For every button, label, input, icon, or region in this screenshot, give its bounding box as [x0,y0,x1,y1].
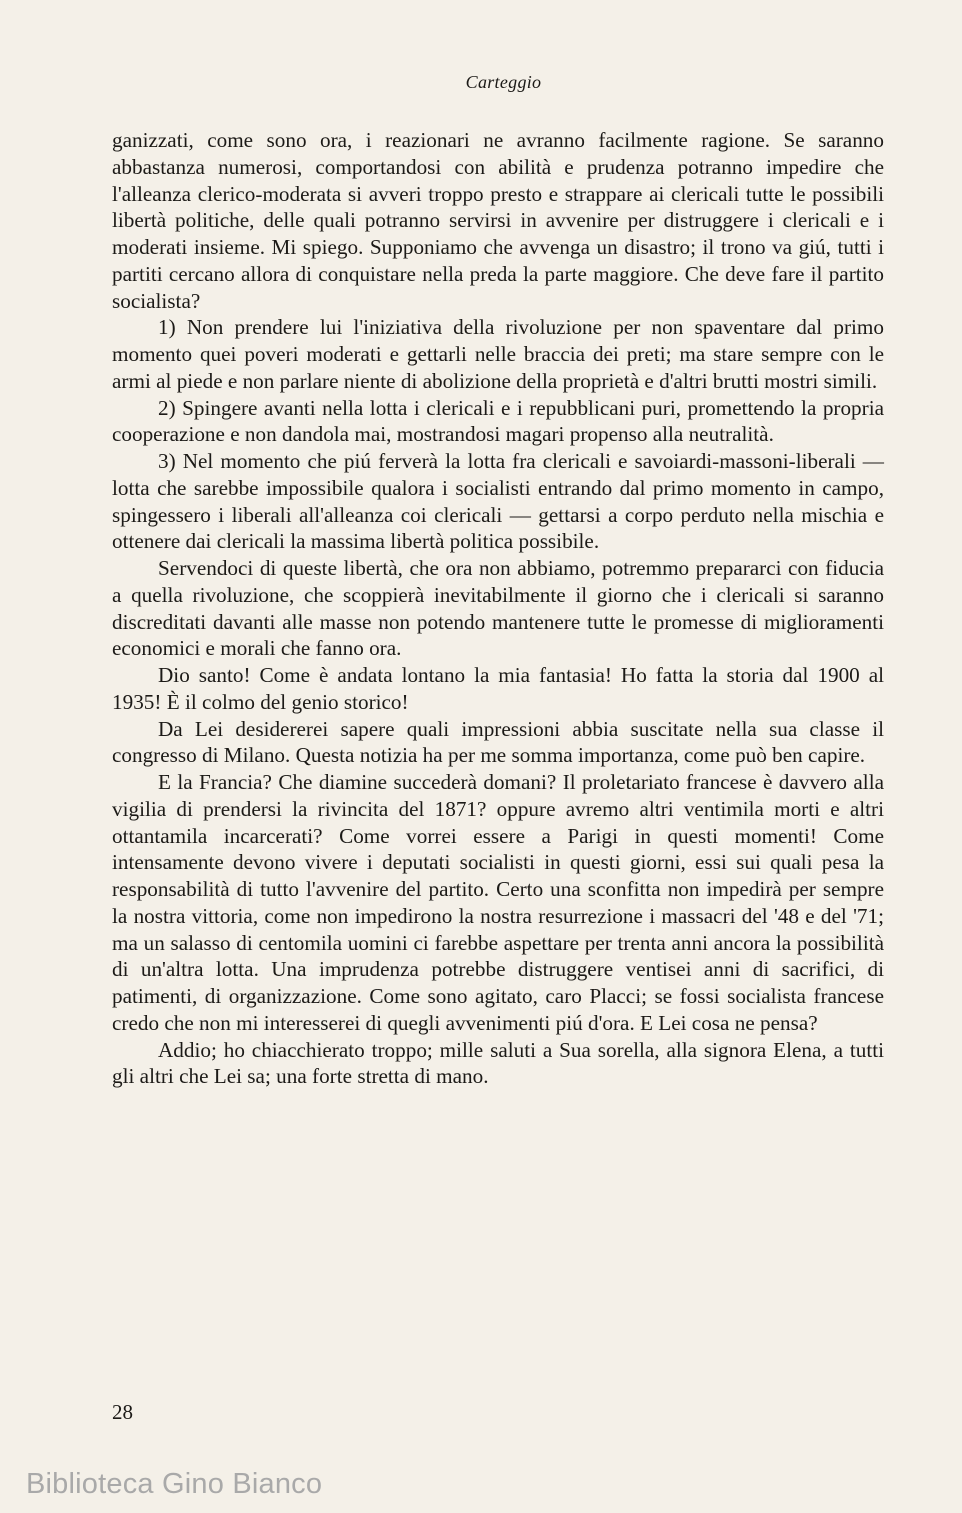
paragraph-france: E la Francia? Che diamine succederà domani? Il proletariato francese è davvero alla vigilia di prendersi la rivincita del 1871? oppure avremo altri ventimila morti e altri ottantamila incarcerati? Come vorrei essere a Parigi in questi momenti! Come intensamente devono vivere i deputati socialisti in questi giorni, essi sui quali pesa la responsabilità di tutto l'avvenire del partito. Certo una sconfitta non impedirà per sempre la nostra vittoria, come non impedirono la nostra resurrezione i massacri del '48 e del '71; ma un salasso di centomila uomini ci farebbe aspettare per trenta anni ancora la possibilità di un'altra lotta. Una imprudenza potrebbe distruggere ventisei anni di sacrifici, di patimenti, di organizzazione. Come sono agitato, caro Placci; se fossi socialista francese credo che non mi interesserei di quegli avvenimenti piú d'ora. E Lei cosa ne pensa? [112,770,884,1035]
paragraph-continuation: ganizzati, come sono ora, i reazionari ne avranno facilmente ragione. Se saranno abbastanza numerosi, comportandosi con abilità e prudenza potranno impedire che l'alleanza clerico-moderata si avveri troppo presto e strappare ai clericali tutte le possibili libertà politiche, delle quali potranno servirsi in avvenire per distruggere i clericali e i moderati insieme. Mi spiego. Supponiamo che avvenga un disastro; il trono va giú, tutti i partiti cercano allora di conquistare nella preda la parte maggiore. Che deve fare il partito socialista? [112,128,884,313]
running-title: Carteggio [465,72,542,92]
library-watermark: Biblioteca Gino Bianco [26,1468,323,1500]
paragraph-farewell: Addio; ho chiacchierato troppo; mille saluti a Sua sorella, alla signora Elena, a tutti gli altri che Lei sa; una forte stretta di mano. [112,1037,884,1089]
letter-body [112,127,884,1090]
paragraph-liberties: Servendoci di queste libertà, che ora non abbiamo, potremmo prepararci con fiducia a quella rivoluzione, che scoppierà inevitabilmente il giorno che i clericali si saranno discreditati davanti alle masse non potendo mantenere tutte le promesse di miglioramenti economici e morali che fanno ora. [112,556,884,661]
page-number: 28 [112,1400,133,1424]
paragraph-point-3: 3) Nel momento che piú ferverà la lotta fra clericali e savoiardi-massoni-liberali — lotta che sarebbe impossibile qualora i socialisti entrando dal primo momento in campo, spingessero i liberali all'alleanza coi clericali — gettarsi a corpo perduto nella mischia e ottenere dai clericali la massima libertà politica possibile. [112,449,884,554]
paragraph-point-2: 2) Spingere avanti nella lotta i clericali e i repubblicani puri, promettendo la propria cooperazione e non dandola mai, mostrandosi magari propenso alla neutralità. [112,395,884,447]
paragraph-milan-congress: Da Lei desidererei sapere quali impressioni abbia suscitate nella sua classe il congresso di Milano. Questa notizia ha per me somma importanza, come può ben capire. [112,716,884,768]
paragraph-point-1: 1) Non prendere lui l'iniziativa della rivoluzione per non spaventare dal primo momento quei poveri moderati e gettarli nelle braccia dei preti; ma stare sempre con le armi al piede e non parlare niente di abolizione della proprietà e d'altri brutti mostri simili. [112,315,884,393]
paragraph-fantasy: Dio santo! Come è andata lontano la mia fantasia! Ho fatta la storia dal 1900 al 1935! È il colmo del genio storico! [112,663,884,714]
